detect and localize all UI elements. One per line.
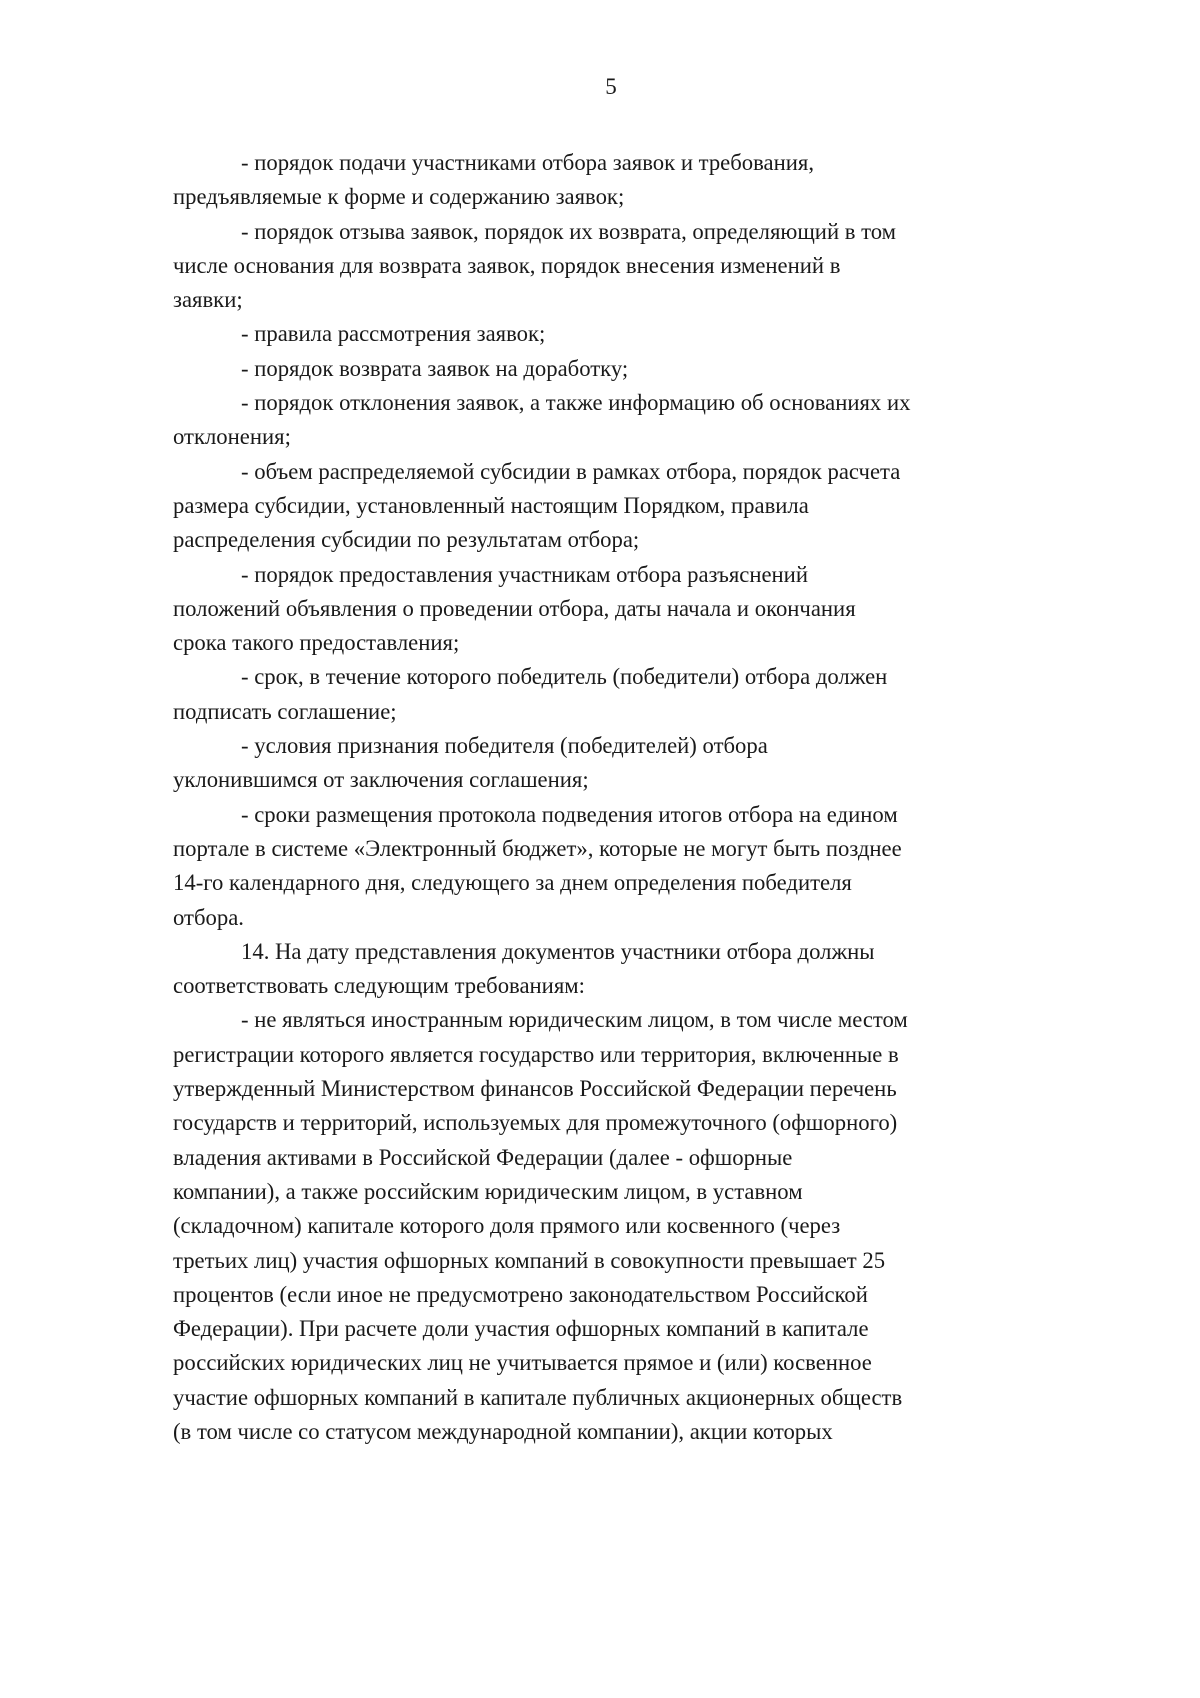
paragraph-subsidy-volume: - объем распределяемой субсидии в рамках отбора, порядок расчета размера субсидии, установленный настоящим Порядком, правила распределения субсидии по результатам отбора; bbox=[173, 458, 901, 553]
paragraph-clarifications: - порядок предоставления участникам отбора разъяснений положений объявления о проведении отбора, даты начала и окончания срока такого предоставления; bbox=[173, 561, 856, 656]
paragraph-protocol-publication: - сроки размещения протокола подведения итогов отбора на едином портале в системе «Электронный бюджет», которые не могут быть позднее 14-го календарного дня, следующего за днем определения победителя отбора. bbox=[173, 801, 902, 930]
page-number: 5 bbox=[605, 74, 617, 99]
paragraph-rejection-procedure: - порядок отклонения заявок, а также информацию об основаниях их отклонения; bbox=[173, 390, 911, 450]
paragraph-section-14-requirements: 14. На дату представления документов участники отбора должны соответствовать следующим требованиям: bbox=[173, 938, 875, 999]
paragraph-signing-deadline: - срок, в течение которого победитель (победители) отбора должен подписать соглашение; bbox=[173, 664, 888, 724]
paragraph-withdrawal-procedure: - порядок отзыва заявок, порядок их возврата, определяющий в том числе основания для возврата заявок, порядок внесения изменений в заявки; bbox=[173, 218, 897, 313]
paragraph-offshore-requirement: - не являться иностранным юридическим лицом, в том числе местом регистрации которого является государство или территория, включенные в утвержденный Министерством финансов Российской Федерации перечень государств и территорий, используемых для промежуточного (офшорного) владения активами в Российской Федерации (далее - офшорные компании), а также российским юридическим лицом, в уставном (складочном) капитале которого доля прямого или косвенного (через третьих лиц) участия офшорных компаний в совокупности превышает 25 процентов (если иное не предусмотрено законодательством Российской Федерации). При расчете доли участия офшорных компаний в капитале российских юридических лиц не учитывается прямое и (или) косвенное участие офшорных компаний в капитале публичных акционерных обществ (в том числе со статусом международной компании), акции которых bbox=[173, 1007, 908, 1444]
paragraph-evasion-conditions: - условия признания победителя (победителей) отбора уклонившимся от заключения соглашения; bbox=[173, 733, 768, 793]
paragraph-submission-procedure: - порядок подачи участниками отбора заявок и требования, предъявляемые к форме и содержанию заявок; bbox=[173, 150, 815, 210]
paragraph-return-for-revision: - порядок возврата заявок на доработку; bbox=[241, 355, 629, 381]
document-body bbox=[173, 146, 1093, 1449]
paragraph-review-rules: - правила рассмотрения заявок; bbox=[241, 321, 546, 347]
